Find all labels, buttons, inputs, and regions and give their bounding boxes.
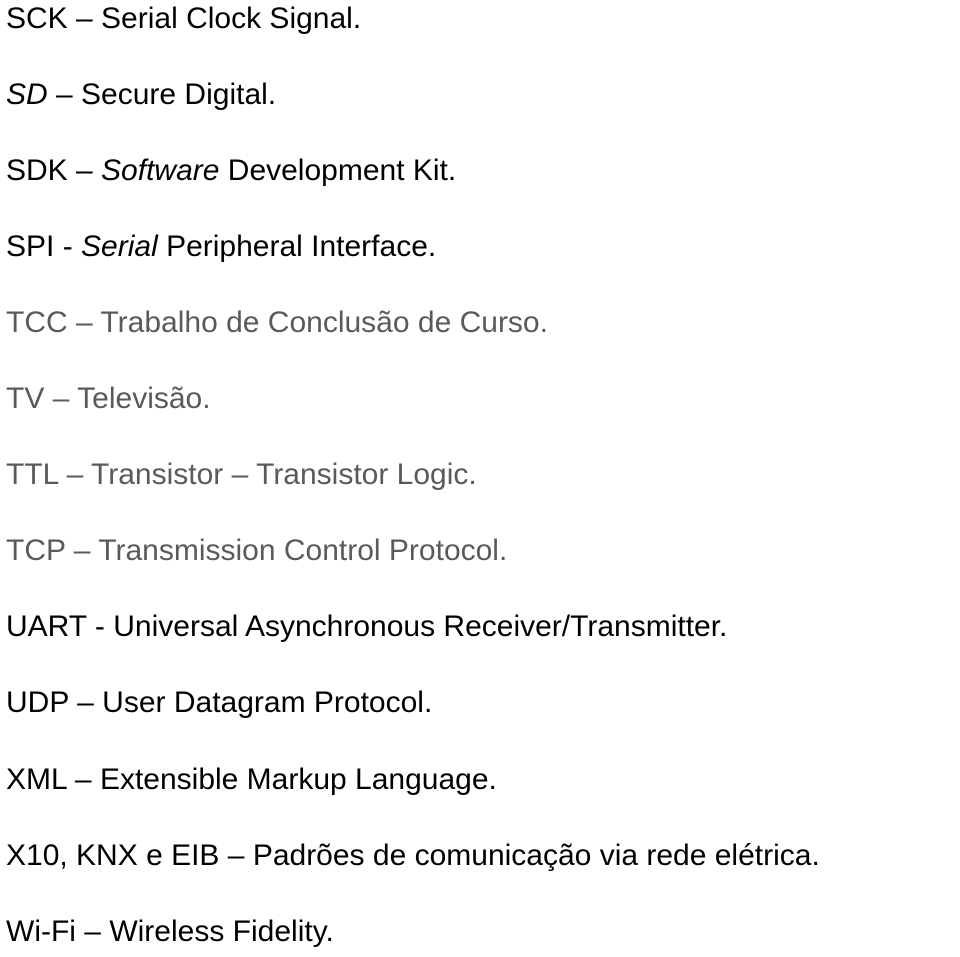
abbreviation-definition: Transmission Control Protocol. <box>98 534 508 567</box>
abbreviation-term: SD <box>6 78 48 111</box>
abbreviation-entry <box>6 526 507 576</box>
abbreviation-definition: Trabalho de Conclusão de Curso. <box>100 306 548 339</box>
abbreviation-term: TV <box>6 382 45 415</box>
abbreviation-entry <box>6 678 432 728</box>
abbreviation-entry <box>6 374 211 424</box>
abbreviation-separator: – <box>68 686 103 719</box>
abbreviation-term: UDP <box>6 686 69 719</box>
abbreviation-definition: Development Kit. <box>219 154 457 187</box>
abbreviation-definition: Peripheral Interface. <box>157 230 437 263</box>
abbreviation-term: Wi-Fi <box>6 915 76 948</box>
abbreviation-entry <box>6 298 548 348</box>
abbreviation-separator: – <box>47 78 82 111</box>
abbreviation-separator: – <box>44 382 78 415</box>
abbreviation-separator: - <box>54 230 82 263</box>
abbreviation-separator: – <box>58 458 92 491</box>
abbreviation-definition: User Datagram Protocol. <box>102 686 433 719</box>
abbreviation-term: XML <box>6 763 67 796</box>
abbreviation-definition: Wireless Fidelity. <box>109 915 334 948</box>
abbreviation-separator: – <box>219 839 253 872</box>
abbreviation-entry <box>6 831 820 881</box>
abbreviation-term: UART <box>6 610 87 643</box>
abbreviation-definition: Televisão. <box>77 382 211 415</box>
definition-italic-term: Software <box>101 154 220 187</box>
abbreviation-entry <box>6 450 477 500</box>
abbreviation-separator: – <box>67 154 102 187</box>
abbreviation-term: TCC <box>6 306 68 339</box>
abbreviation-separator: – <box>67 2 102 35</box>
abbreviation-separator: - <box>86 610 114 643</box>
abbreviation-entry <box>6 0 361 44</box>
abbreviation-definition: Secure Digital. <box>81 78 277 111</box>
abbreviation-term: TTL <box>6 458 59 491</box>
abbreviation-definition: Padrões de comunicação via rede elétrica. <box>252 839 820 872</box>
abbreviation-entry <box>6 70 276 120</box>
abbreviation-term: SPI <box>6 230 55 263</box>
abbreviation-term: SCK <box>6 2 68 35</box>
abbreviation-definition: Serial Clock Signal. <box>101 2 362 35</box>
abbreviation-separator: – <box>65 534 99 567</box>
abbreviation-separator: – <box>67 306 101 339</box>
definition-italic-term: Serial <box>81 230 158 263</box>
abbreviation-entry <box>6 602 727 652</box>
abbreviation-definition: Extensible Markup Language. <box>99 763 497 796</box>
abbreviation-definition: Transistor – Transistor Logic. <box>91 458 477 491</box>
abbreviation-term: X10, KNX e EIB <box>6 839 220 872</box>
abbreviation-entry <box>6 146 456 196</box>
abbreviation-separator: – <box>75 915 110 948</box>
abbreviation-entry <box>6 755 497 805</box>
abbreviation-entry <box>6 222 436 272</box>
abbreviation-separator: – <box>66 763 100 796</box>
abbreviation-definition: Universal Asynchronous Receiver/Transmitter. <box>113 610 728 643</box>
abbreviation-term: TCP <box>6 534 66 567</box>
abbreviation-entry <box>6 907 334 957</box>
abbreviation-term: SDK <box>6 154 68 187</box>
